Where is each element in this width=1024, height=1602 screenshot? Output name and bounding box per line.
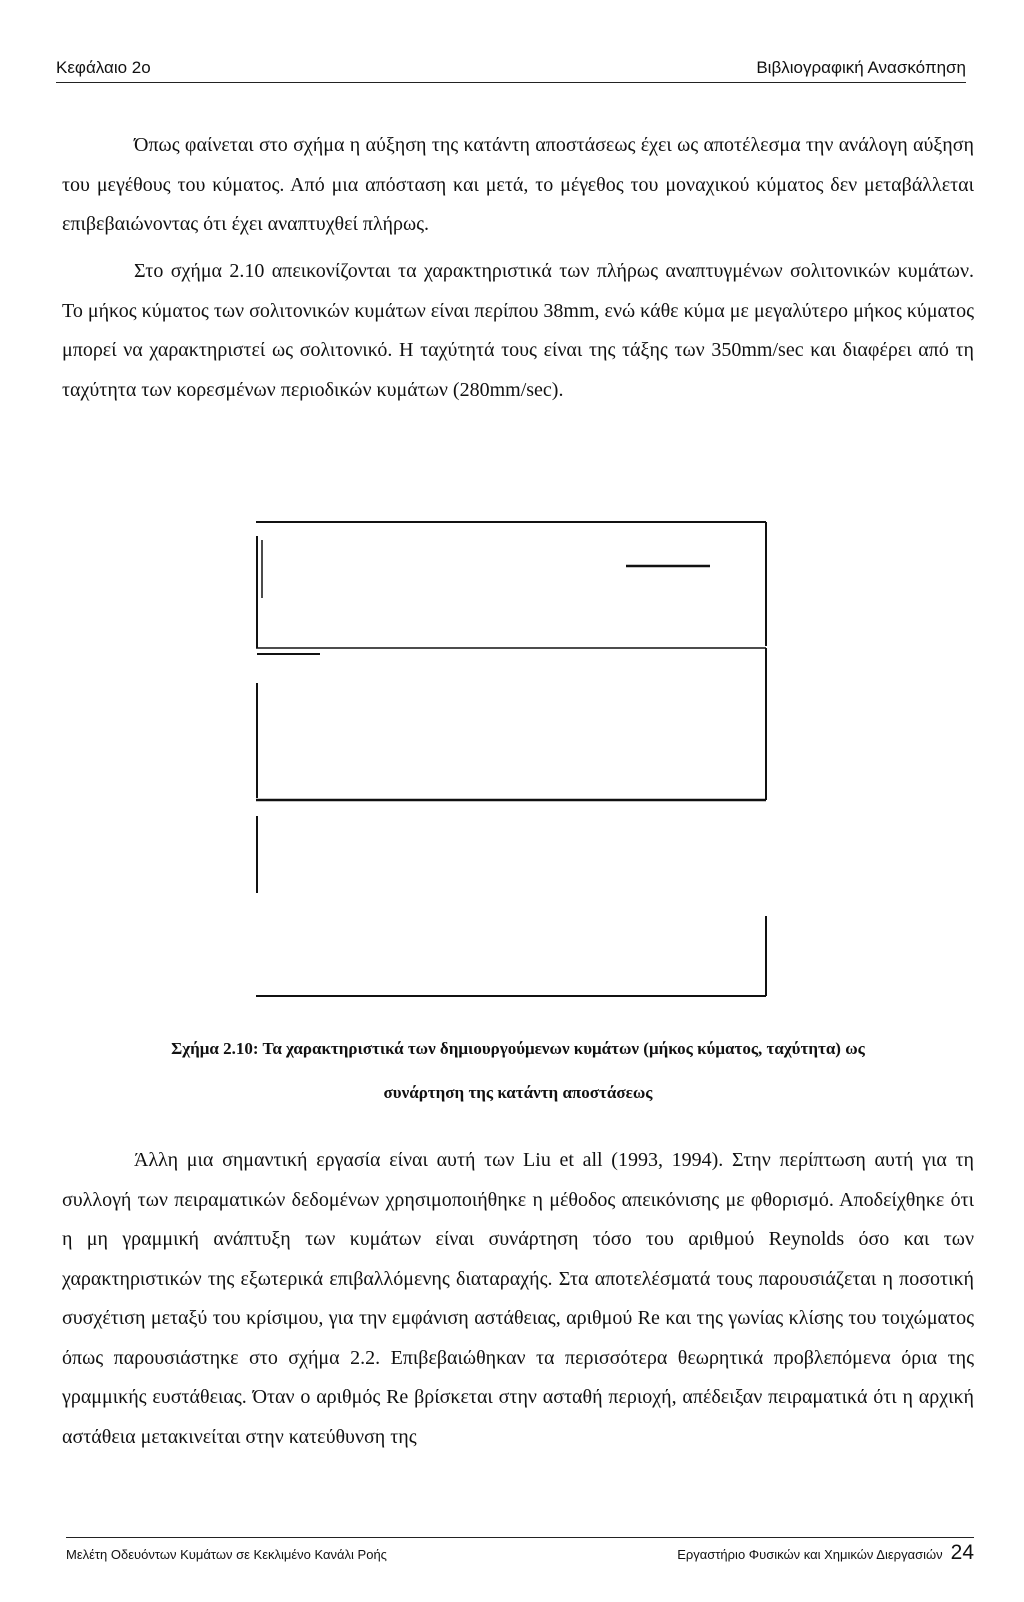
footer-rule (66, 1537, 974, 1538)
caption-line-1: Σχήμα 2.10: Τα χαρακτηριστικά των δημιουργούμενων κυμάτων (μήκος κύματος, ταχύτητα) ως (171, 1039, 865, 1058)
page-footer (66, 1541, 974, 1565)
footer-lab (677, 1541, 974, 1565)
caption-line-2: συνάρτηση της κατάντη αποστάσεως (383, 1083, 653, 1102)
figure-caption (62, 1027, 974, 1115)
footer-title: Μελέτη Οδευόντων Κυμάτων σε Κεκλιμένο Κανάλι Ροής (66, 1547, 387, 1562)
figure-2-10 (248, 518, 768, 1003)
chapter-label: Κεφάλαιο 2ο (56, 58, 151, 77)
paragraph-3: Άλλη μια σημαντική εργασία είναι αυτή των Liu et all (1993, 1994). Στην περίπτωση αυτή για τη συλλογή των πειραματικών δεδομένων χρησιμοποιήθηκε η μέθοδος απεικόνισης με φθορισμό. Αποδείχθηκε ότι η μη γραμμική ανάπτυξη των κυμάτων είναι συνάρτηση τόσο του αριθμού Reynolds όσο και των χαρακτηριστικών της εξωτερικά επιβαλλόμενης διαταραχής. Στα αποτελέσματά τους παρουσιάζεται η ποσοτική συσχέτιση μεταξύ του κρίσιμου, για την εμφάνιση αστάθειας, αριθμού Re και της γωνίας κλίσης του τοιχώματος όπως παρουσιάστηκε στο σχήμα 2.2. Επιβεβαιώθηκαν τα περισσότερα θεωρητικά προβλεπόμενα όρια της γραμμικής ευστάθειας. Όταν ο αριθμός Re βρίσκεται στην ασταθή περιοχή, απέδειξαν πειραματικά ότι η αρχική αστάθεια μετακινείται στην κατεύθυνση της (62, 1149, 974, 1448)
footer-lab-name: Εργαστήριο Φυσικών και Χημικών Διεργασιών (677, 1547, 943, 1562)
section-label: Βιβλιογραφική Ανασκόπηση (756, 58, 966, 77)
paragraph-2: Στο σχήμα 2.10 απεικονίζονται τα χαρακτηριστικά των πλήρως αναπτυγμένων σολιτονικών κυμάτων. Το μήκος κύματος των σολιτονικών κυμάτων είναι περίπου 38mm, ενώ κάθε κύμα με μεγαλύτερο μήκος κύματος μπορεί να χαρακτηριστεί ως σολιτονικό. Η ταχύτητά τους είναι της τάξης των 350mm/sec και διαφέρει από τη ταχύτητα των κορεσμένων περιοδικών κυμάτων (280mm/sec). (62, 260, 974, 401)
page-number: 24 (950, 1541, 974, 1564)
figure-drawing (248, 518, 768, 1003)
paragraph-1: Όπως φαίνεται στο σχήμα η αύξηση της κατάντη αποστάσεως έχει ως αποτέλεσμα την ανάλογη αύξηση του μεγέθους του κύματος. Από μια απόσταση και μετά, το μέγεθος του μοναχικού κύματος δεν μεταβάλλεται επιβεβαιώνοντας ότι έχει αναπτυχθεί πλήρως. (62, 134, 974, 235)
page-header (56, 54, 966, 83)
